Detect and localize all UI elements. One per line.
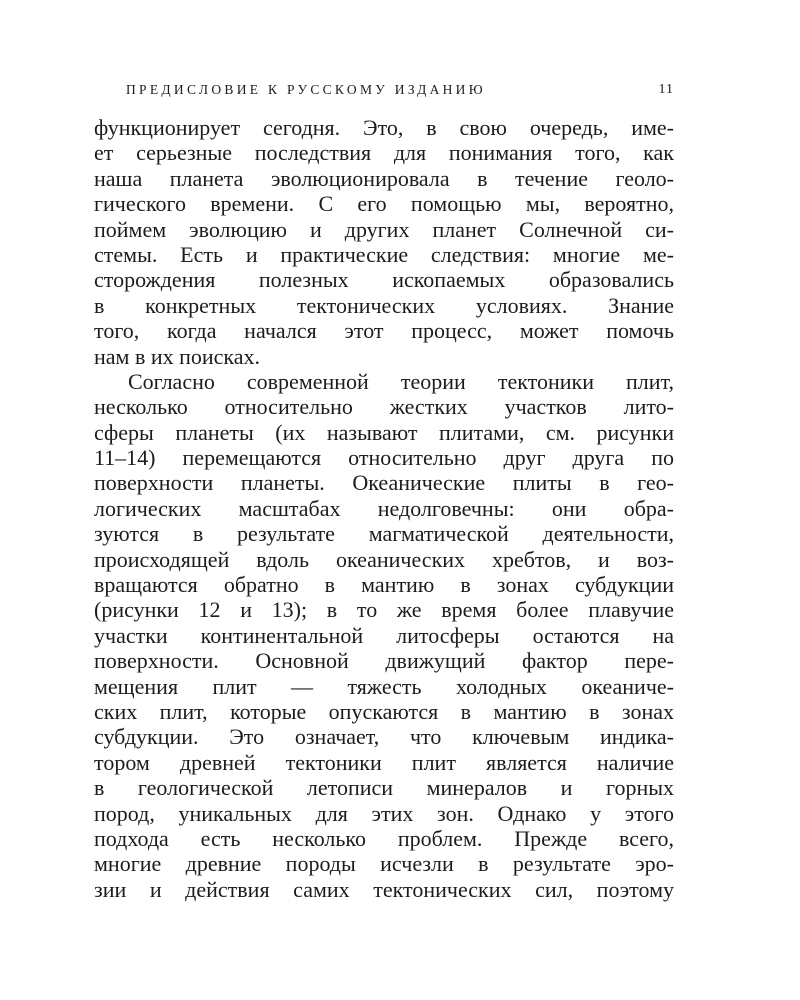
text-line: функционирует сегодня. Это, в свою очередь, име- xyxy=(94,115,674,140)
body-text xyxy=(94,115,674,902)
text-line: участки континентальной литосферы остаются на xyxy=(94,622,674,648)
text-line: субдукции. Это означает, что ключевым индика- xyxy=(94,724,674,750)
text-line: многие древние породы исчезли в результате эро- xyxy=(94,851,674,877)
running-head: ПРЕДИСЛОВИЕ К РУССКОМУ ИЗДАНИЮ xyxy=(126,82,486,97)
text-line: (рисунки 12 и 13); в то же время более плавучие xyxy=(94,597,674,623)
text-line: пород, уникальных для этих зон. Однако у этого xyxy=(94,800,674,826)
text-line: 11–14) перемещаются относительно друг друга по xyxy=(94,445,674,471)
page-header xyxy=(126,78,674,102)
text-line: тором древней тектоники плит является наличие xyxy=(94,749,674,775)
page-number: 11 xyxy=(658,82,674,97)
paragraph-2 xyxy=(94,369,674,902)
text-line: сферы планеты (их называют плитами, см. рисунки xyxy=(94,419,674,445)
text-line: гического времени. С его помощью мы, вероятно, xyxy=(94,191,674,217)
text-line: зуются в результате магматической деятельности, xyxy=(94,521,674,547)
text-line: в конкретных тектонических условиях. Знание xyxy=(94,292,674,318)
text-line: логических масштабах недолговечны: они обра- xyxy=(94,495,674,521)
text-line: поймем эволюцию и других планет Солнечной си- xyxy=(94,216,674,242)
text-line: подхода есть несколько проблем. Прежде всего, xyxy=(94,825,674,851)
text-line: несколько относительно жестких участков лито- xyxy=(94,394,674,420)
text-line: Согласно современной теории тектоники плит, xyxy=(128,368,674,394)
text-line: ских плит, которые опускаются в мантию в зонах xyxy=(94,698,674,724)
text-line: зии и действия самих тектонических сил, поэтому xyxy=(94,876,674,902)
text-line: сторождения полезных ископаемых образовались xyxy=(94,267,674,293)
text-line: вращаются обратно в мантию в зонах субдукции xyxy=(94,572,674,598)
text-line: наша планета эволюционировала в течение геоло- xyxy=(94,165,674,191)
text-line: мещения плит — тяжесть холодных океаниче- xyxy=(94,673,674,699)
text-line: ет серьезные последствия для понимания того, как xyxy=(94,140,674,166)
paragraph-1 xyxy=(94,115,674,369)
text-line: в геологической летописи минералов и горных xyxy=(94,775,674,801)
text-line: стемы. Есть и практические следствия: многие ме- xyxy=(94,241,674,267)
text-line: происходящей вдоль океанических хребтов, и воз- xyxy=(94,546,674,572)
text-line: поверхности планеты. Океанические плиты в гео- xyxy=(94,470,674,496)
text-line: нам в их поисках. xyxy=(94,343,261,369)
text-line: поверхности. Основной движущий фактор пере- xyxy=(94,648,674,674)
text-line: того, когда начался этот процесс, может помочь xyxy=(94,318,674,344)
